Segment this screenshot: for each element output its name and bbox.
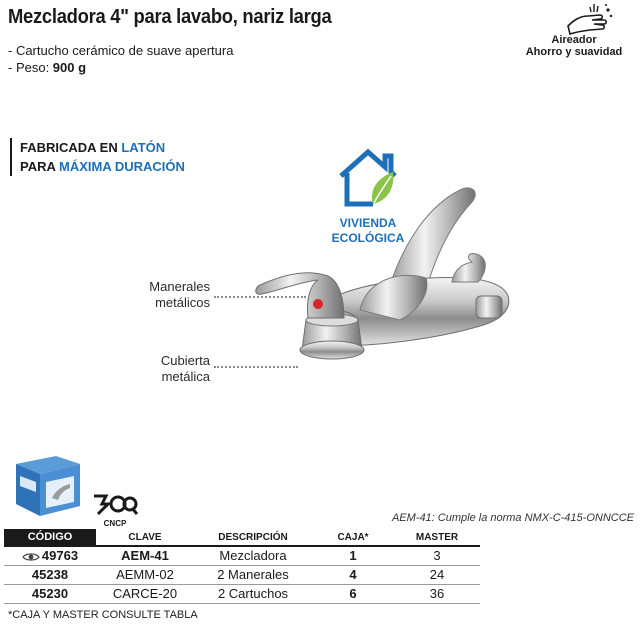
hand-water-icon bbox=[564, 2, 616, 38]
codigo-value: 49763 bbox=[41, 548, 79, 564]
eye-icon[interactable] bbox=[22, 552, 40, 562]
product-box-image bbox=[12, 452, 84, 520]
clave-value: AEM-41 bbox=[96, 546, 194, 565]
clave-value: AEMM-02 bbox=[96, 565, 194, 584]
spec-table bbox=[4, 529, 480, 604]
feature-list bbox=[8, 42, 233, 76]
aireador-label: Aireador bbox=[551, 34, 597, 46]
header-descripcion: DESCRIPCIÓN bbox=[194, 529, 312, 546]
header-clave: CLAVE bbox=[96, 529, 194, 546]
master-value: 24 bbox=[394, 565, 480, 584]
cncp-certification bbox=[92, 492, 138, 528]
header-master: MASTER bbox=[394, 529, 480, 546]
table-row bbox=[4, 565, 480, 584]
callout-line-cubierta bbox=[214, 366, 298, 368]
callout-manerales: Manerales metálicos bbox=[149, 279, 210, 310]
master-value: 3 bbox=[394, 546, 480, 565]
claim-highlight: MÁXIMA DURACIÓN bbox=[59, 159, 185, 174]
master-value: 36 bbox=[394, 584, 480, 603]
cncp-logo bbox=[92, 492, 138, 516]
codigo-value: 45238 bbox=[4, 565, 96, 584]
hot-indicator bbox=[313, 299, 323, 309]
aireador-badge bbox=[514, 2, 634, 58]
product-title: Mezcladora 4" para lavabo, nariz larga bbox=[8, 6, 332, 28]
descripcion-value: Mezcladora bbox=[194, 546, 312, 565]
cncp-label: CNCP bbox=[103, 519, 127, 528]
clave-value: CARCE-20 bbox=[96, 584, 194, 603]
callout-line-manerales bbox=[214, 296, 306, 298]
feature-item: - Cartucho cerámico de suave apertura bbox=[8, 43, 234, 58]
claim-highlight: LATÓN bbox=[121, 140, 166, 155]
caja-value: 6 bbox=[312, 584, 394, 603]
header-codigo: CÓDIGO bbox=[4, 529, 96, 546]
descripcion-value: 2 Cartuchos bbox=[194, 584, 312, 603]
codigo-value: 45230 bbox=[4, 584, 96, 603]
table-header-row bbox=[4, 529, 480, 546]
caja-value: 4 bbox=[312, 565, 394, 584]
descripcion-value: 2 Manerales bbox=[194, 565, 312, 584]
table-footnote: *CAJA Y MASTER CONSULTE TABLA bbox=[8, 609, 198, 621]
table-row bbox=[4, 546, 480, 565]
table-row bbox=[4, 584, 480, 603]
feature-item: - Peso: 900 g bbox=[8, 60, 87, 75]
faucet-image bbox=[240, 170, 540, 395]
eco-line1: VIVIENDA bbox=[339, 216, 397, 230]
callout-cubierta: Cubierta metálica bbox=[160, 353, 210, 384]
weight-value: 900 g bbox=[52, 60, 87, 75]
header-caja: CAJA* bbox=[312, 529, 394, 546]
norm-note: AEM-41: Cumple la norma NMX-C-415-ONNCCE bbox=[391, 512, 634, 524]
caja-value: 1 bbox=[312, 546, 394, 565]
eco-line2: ECOLÓGICA bbox=[331, 231, 405, 245]
material-claim: FABRICADA EN LATÓN PARA MÁXIMA DURACIÓN bbox=[10, 138, 185, 176]
aireador-sublabel: Ahorro y suavidad bbox=[525, 46, 623, 58]
